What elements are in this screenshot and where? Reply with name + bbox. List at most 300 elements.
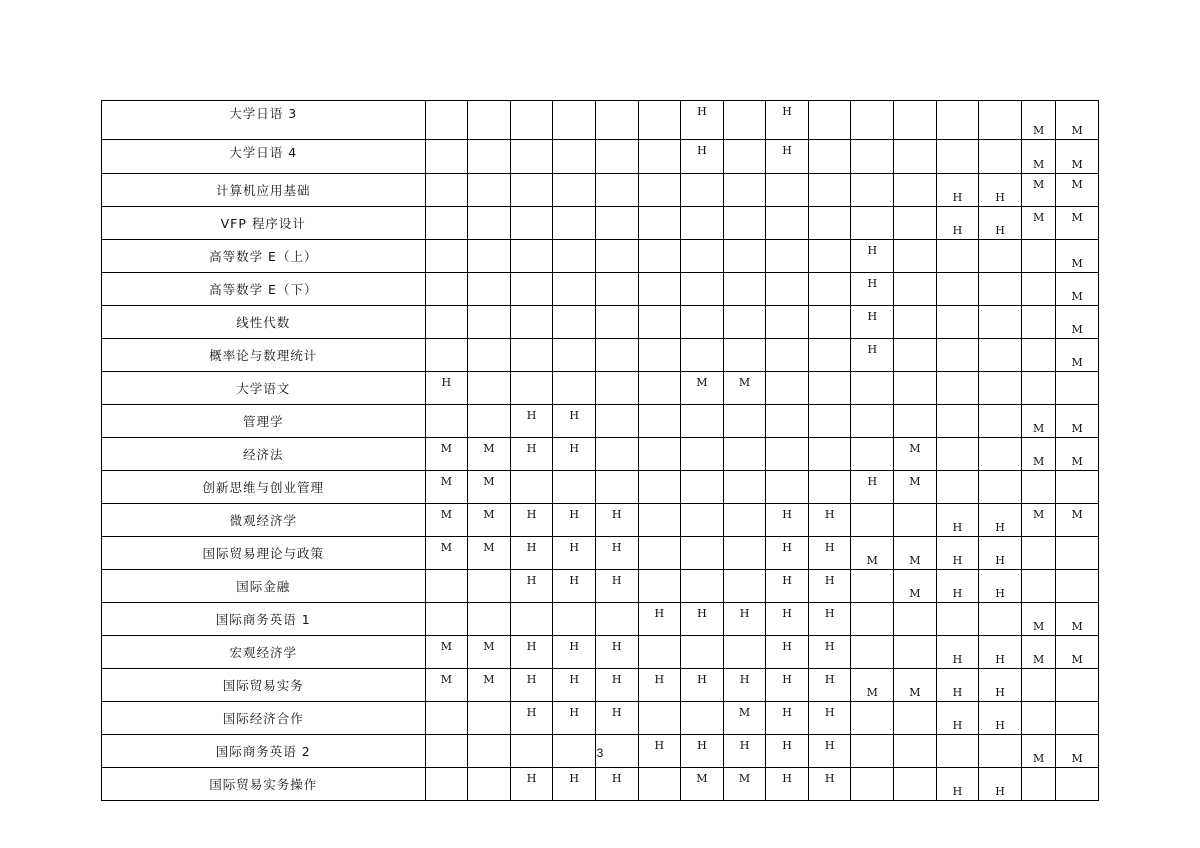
table-row — [102, 240, 1099, 273]
rating-cell: H — [766, 504, 809, 537]
rating-cell — [894, 372, 937, 405]
rating-cell — [638, 438, 681, 471]
rating-cell — [638, 140, 681, 174]
rating-cell — [936, 306, 979, 339]
table-row — [102, 372, 1099, 405]
rating-cell — [979, 240, 1022, 273]
rating-cell — [468, 603, 511, 636]
course-name-cell: 国际商务英语 1 — [102, 603, 426, 636]
rating-cell: H — [766, 735, 809, 768]
rating-cell: H — [510, 768, 553, 801]
rating-cell: H — [553, 768, 596, 801]
rating-cell — [638, 174, 681, 207]
rating-cell: H — [808, 702, 851, 735]
rating-cell: H — [766, 570, 809, 603]
rating-cell — [851, 140, 894, 174]
rating-cell — [766, 240, 809, 273]
rating-cell: H — [553, 405, 596, 438]
rating-cell — [681, 240, 724, 273]
rating-cell — [510, 339, 553, 372]
rating-cell — [425, 306, 468, 339]
rating-cell — [936, 438, 979, 471]
rating-cell — [851, 438, 894, 471]
rating-cell: M — [468, 636, 511, 669]
rating-cell — [510, 603, 553, 636]
rating-cell: H — [766, 603, 809, 636]
rating-cell — [808, 306, 851, 339]
rating-cell: H — [979, 669, 1022, 702]
rating-cell — [808, 405, 851, 438]
rating-cell — [468, 101, 511, 140]
rating-cell — [894, 636, 937, 669]
table-row — [102, 306, 1099, 339]
rating-cell — [851, 603, 894, 636]
course-name-cell: 国际经济合作 — [102, 702, 426, 735]
rating-cell: H — [766, 636, 809, 669]
rating-cell — [723, 438, 766, 471]
rating-cell — [894, 174, 937, 207]
rating-cell: H — [936, 636, 979, 669]
rating-cell — [425, 174, 468, 207]
rating-cell — [638, 240, 681, 273]
rating-cell: M — [894, 438, 937, 471]
rating-cell — [1056, 768, 1099, 801]
rating-cell — [425, 240, 468, 273]
rating-cell — [681, 174, 724, 207]
rating-cell — [1021, 372, 1055, 405]
rating-cell: M — [1056, 735, 1099, 768]
rating-cell — [595, 140, 638, 174]
table-row — [102, 273, 1099, 306]
course-name-cell: 线性代数 — [102, 306, 426, 339]
rating-cell — [681, 537, 724, 570]
rating-cell — [851, 768, 894, 801]
rating-cell: M — [1056, 438, 1099, 471]
rating-cell — [468, 174, 511, 207]
rating-cell — [979, 405, 1022, 438]
rating-cell — [1021, 240, 1055, 273]
course-matrix-table — [101, 100, 1099, 801]
rating-cell — [1021, 339, 1055, 372]
rating-cell: H — [979, 768, 1022, 801]
rating-cell — [468, 140, 511, 174]
rating-cell: H — [851, 471, 894, 504]
rating-cell — [468, 372, 511, 405]
rating-cell: H — [766, 101, 809, 140]
rating-cell — [553, 603, 596, 636]
rating-cell: M — [468, 537, 511, 570]
rating-cell — [851, 405, 894, 438]
rating-cell — [638, 636, 681, 669]
rating-cell: M — [1056, 207, 1099, 240]
rating-cell: H — [553, 570, 596, 603]
rating-cell — [595, 372, 638, 405]
rating-cell: M — [468, 669, 511, 702]
rating-cell — [979, 273, 1022, 306]
rating-cell: H — [510, 405, 553, 438]
rating-cell: H — [851, 240, 894, 273]
rating-cell — [808, 372, 851, 405]
rating-cell: H — [510, 669, 553, 702]
table-row — [102, 174, 1099, 207]
rating-cell: H — [979, 504, 1022, 537]
rating-cell — [425, 339, 468, 372]
rating-cell — [723, 101, 766, 140]
rating-cell: M — [1056, 405, 1099, 438]
rating-cell: H — [851, 273, 894, 306]
rating-cell: H — [510, 504, 553, 537]
rating-cell: H — [553, 636, 596, 669]
course-name-cell: 国际贸易实务 — [102, 669, 426, 702]
rating-cell — [936, 405, 979, 438]
rating-cell: M — [1021, 405, 1055, 438]
rating-cell — [468, 339, 511, 372]
rating-cell: H — [766, 537, 809, 570]
rating-cell — [595, 438, 638, 471]
rating-cell: M — [1056, 603, 1099, 636]
course-name-cell: 国际贸易理论与政策 — [102, 537, 426, 570]
rating-cell: M — [425, 537, 468, 570]
table-row — [102, 140, 1099, 174]
rating-cell: H — [595, 537, 638, 570]
rating-cell — [808, 471, 851, 504]
rating-cell — [766, 174, 809, 207]
rating-cell — [638, 471, 681, 504]
rating-cell — [723, 636, 766, 669]
rating-cell — [723, 140, 766, 174]
rating-cell — [510, 306, 553, 339]
rating-cell — [723, 537, 766, 570]
rating-cell: H — [766, 702, 809, 735]
rating-cell: M — [1021, 140, 1055, 174]
rating-cell — [681, 570, 724, 603]
rating-cell — [1021, 669, 1055, 702]
rating-cell — [808, 339, 851, 372]
rating-cell — [894, 101, 937, 140]
rating-cell — [510, 101, 553, 140]
table-row — [102, 101, 1099, 140]
table-row — [102, 537, 1099, 570]
rating-cell: H — [553, 669, 596, 702]
rating-cell — [894, 768, 937, 801]
rating-cell — [1056, 702, 1099, 735]
rating-cell — [723, 570, 766, 603]
rating-cell — [468, 768, 511, 801]
rating-cell — [851, 207, 894, 240]
rating-cell: H — [595, 636, 638, 669]
rating-cell — [979, 101, 1022, 140]
rating-cell — [510, 372, 553, 405]
rating-cell — [638, 405, 681, 438]
rating-cell — [723, 339, 766, 372]
rating-cell — [553, 339, 596, 372]
rating-cell — [553, 101, 596, 140]
rating-cell: H — [510, 537, 553, 570]
rating-cell — [681, 273, 724, 306]
course-name-cell: 国际金融 — [102, 570, 426, 603]
rating-cell: H — [979, 702, 1022, 735]
rating-cell: H — [723, 669, 766, 702]
course-name-cell: VFP 程序设计 — [102, 207, 426, 240]
rating-cell — [936, 339, 979, 372]
rating-cell — [595, 306, 638, 339]
rating-cell — [638, 339, 681, 372]
rating-cell: M — [894, 471, 937, 504]
course-name-cell: 经济法 — [102, 438, 426, 471]
table-row — [102, 570, 1099, 603]
rating-cell — [425, 140, 468, 174]
rating-cell — [723, 174, 766, 207]
rating-cell: H — [766, 768, 809, 801]
rating-cell: H — [936, 669, 979, 702]
rating-cell: H — [936, 504, 979, 537]
rating-cell: H — [553, 537, 596, 570]
rating-cell — [894, 339, 937, 372]
rating-cell — [468, 702, 511, 735]
rating-cell: H — [638, 669, 681, 702]
rating-cell: H — [553, 504, 596, 537]
course-name-cell: 微观经济学 — [102, 504, 426, 537]
rating-cell: H — [979, 537, 1022, 570]
rating-cell: M — [1056, 273, 1099, 306]
rating-cell: M — [1056, 240, 1099, 273]
rating-cell — [979, 471, 1022, 504]
rating-cell: H — [851, 339, 894, 372]
rating-cell — [1056, 570, 1099, 603]
rating-cell — [808, 101, 851, 140]
rating-cell — [894, 240, 937, 273]
rating-cell: M — [894, 669, 937, 702]
rating-cell: H — [808, 570, 851, 603]
rating-cell: M — [1021, 207, 1055, 240]
course-name-cell: 国际贸易实务操作 — [102, 768, 426, 801]
rating-cell: H — [681, 603, 724, 636]
rating-cell — [425, 207, 468, 240]
rating-cell: M — [1021, 735, 1055, 768]
rating-cell — [425, 570, 468, 603]
rating-cell — [723, 405, 766, 438]
rating-cell — [1021, 768, 1055, 801]
rating-cell — [936, 471, 979, 504]
rating-cell — [638, 702, 681, 735]
rating-cell — [979, 438, 1022, 471]
rating-cell — [1056, 669, 1099, 702]
rating-cell — [1021, 537, 1055, 570]
rating-cell: H — [510, 438, 553, 471]
rating-cell: H — [638, 735, 681, 768]
rating-cell: H — [595, 669, 638, 702]
rating-cell — [851, 174, 894, 207]
rating-cell — [425, 405, 468, 438]
rating-cell — [979, 306, 1022, 339]
rating-cell — [468, 306, 511, 339]
rating-cell — [808, 273, 851, 306]
rating-cell — [595, 471, 638, 504]
rating-cell: H — [595, 570, 638, 603]
rating-cell: M — [723, 372, 766, 405]
rating-cell — [681, 405, 724, 438]
rating-cell: M — [1056, 306, 1099, 339]
rating-cell: H — [936, 570, 979, 603]
rating-cell — [595, 273, 638, 306]
rating-cell: H — [510, 570, 553, 603]
rating-cell — [510, 273, 553, 306]
rating-cell: M — [1021, 174, 1055, 207]
table-row — [102, 339, 1099, 372]
rating-cell: H — [808, 636, 851, 669]
rating-cell — [894, 702, 937, 735]
rating-cell — [553, 174, 596, 207]
course-name-cell: 高等数学 E（上） — [102, 240, 426, 273]
rating-cell — [1021, 273, 1055, 306]
rating-cell — [510, 174, 553, 207]
course-name-cell: 计算机应用基础 — [102, 174, 426, 207]
rating-cell: H — [425, 372, 468, 405]
rating-cell — [510, 207, 553, 240]
table-row — [102, 702, 1099, 735]
rating-cell: H — [638, 603, 681, 636]
rating-cell — [425, 768, 468, 801]
rating-cell — [425, 603, 468, 636]
rating-cell — [510, 471, 553, 504]
rating-cell: M — [851, 537, 894, 570]
rating-cell — [553, 372, 596, 405]
table-row — [102, 207, 1099, 240]
rating-cell: H — [936, 702, 979, 735]
rating-cell — [595, 240, 638, 273]
rating-cell — [766, 372, 809, 405]
rating-cell: H — [808, 735, 851, 768]
rating-cell: H — [979, 636, 1022, 669]
rating-cell — [766, 471, 809, 504]
page-number: 3 — [596, 746, 604, 760]
rating-cell — [681, 339, 724, 372]
rating-cell — [766, 339, 809, 372]
rating-cell: H — [681, 735, 724, 768]
rating-cell: H — [681, 101, 724, 140]
rating-cell: H — [553, 438, 596, 471]
rating-cell — [595, 405, 638, 438]
rating-cell — [766, 306, 809, 339]
rating-cell — [681, 471, 724, 504]
rating-cell — [979, 603, 1022, 636]
rating-cell: M — [425, 471, 468, 504]
table-row — [102, 504, 1099, 537]
rating-cell — [894, 273, 937, 306]
rating-cell — [681, 306, 724, 339]
course-name-cell: 国际商务英语 2 — [102, 735, 426, 768]
rating-cell: M — [1021, 438, 1055, 471]
rating-cell: M — [681, 372, 724, 405]
course-name-cell: 概率论与数理统计 — [102, 339, 426, 372]
rating-cell — [808, 174, 851, 207]
course-name-cell: 大学日语 4 — [102, 140, 426, 174]
rating-cell — [936, 372, 979, 405]
rating-cell — [723, 471, 766, 504]
rating-cell: M — [425, 438, 468, 471]
rating-cell — [1021, 570, 1055, 603]
rating-cell: H — [681, 669, 724, 702]
rating-cell: M — [1021, 504, 1055, 537]
rating-cell — [553, 273, 596, 306]
rating-cell: H — [510, 636, 553, 669]
rating-cell: M — [1056, 101, 1099, 140]
rating-cell — [638, 273, 681, 306]
rating-cell — [638, 768, 681, 801]
rating-cell: M — [851, 669, 894, 702]
rating-cell — [681, 438, 724, 471]
rating-cell: M — [425, 636, 468, 669]
rating-cell — [553, 207, 596, 240]
rating-cell — [723, 240, 766, 273]
rating-cell — [723, 273, 766, 306]
rating-cell — [1056, 372, 1099, 405]
rating-cell: H — [936, 537, 979, 570]
course-name-cell: 高等数学 E（下） — [102, 273, 426, 306]
rating-cell: H — [766, 669, 809, 702]
rating-cell — [766, 273, 809, 306]
rating-cell: M — [425, 669, 468, 702]
rating-cell — [468, 240, 511, 273]
rating-cell — [851, 372, 894, 405]
rating-cell — [425, 273, 468, 306]
rating-cell — [681, 504, 724, 537]
rating-cell: H — [723, 735, 766, 768]
rating-cell: H — [936, 174, 979, 207]
rating-cell — [808, 207, 851, 240]
rating-cell — [1021, 702, 1055, 735]
rating-cell — [681, 207, 724, 240]
rating-cell: M — [723, 768, 766, 801]
course-name-cell: 大学语文 — [102, 372, 426, 405]
table-row — [102, 768, 1099, 801]
rating-cell: H — [510, 702, 553, 735]
rating-cell — [638, 306, 681, 339]
rating-cell — [894, 306, 937, 339]
rating-cell — [766, 207, 809, 240]
rating-cell — [1056, 537, 1099, 570]
rating-cell — [723, 306, 766, 339]
rating-cell — [638, 372, 681, 405]
rating-cell — [553, 306, 596, 339]
rating-cell: M — [425, 504, 468, 537]
rating-cell — [894, 603, 937, 636]
rating-cell — [510, 140, 553, 174]
rating-cell: H — [595, 504, 638, 537]
rating-cell — [936, 603, 979, 636]
table-row — [102, 603, 1099, 636]
rating-cell: M — [1021, 603, 1055, 636]
rating-cell: H — [595, 702, 638, 735]
rating-cell — [723, 504, 766, 537]
course-name-cell: 大学日语 3 — [102, 101, 426, 140]
rating-cell: H — [808, 603, 851, 636]
rating-cell: H — [936, 207, 979, 240]
rating-cell: H — [808, 504, 851, 537]
rating-cell — [894, 207, 937, 240]
rating-cell — [979, 339, 1022, 372]
rating-cell — [808, 240, 851, 273]
rating-cell — [553, 471, 596, 504]
rating-cell — [638, 101, 681, 140]
rating-cell — [851, 636, 894, 669]
rating-cell — [468, 273, 511, 306]
rating-cell — [766, 405, 809, 438]
rating-cell: H — [766, 140, 809, 174]
table-row — [102, 636, 1099, 669]
rating-cell — [979, 372, 1022, 405]
rating-cell: M — [1056, 636, 1099, 669]
